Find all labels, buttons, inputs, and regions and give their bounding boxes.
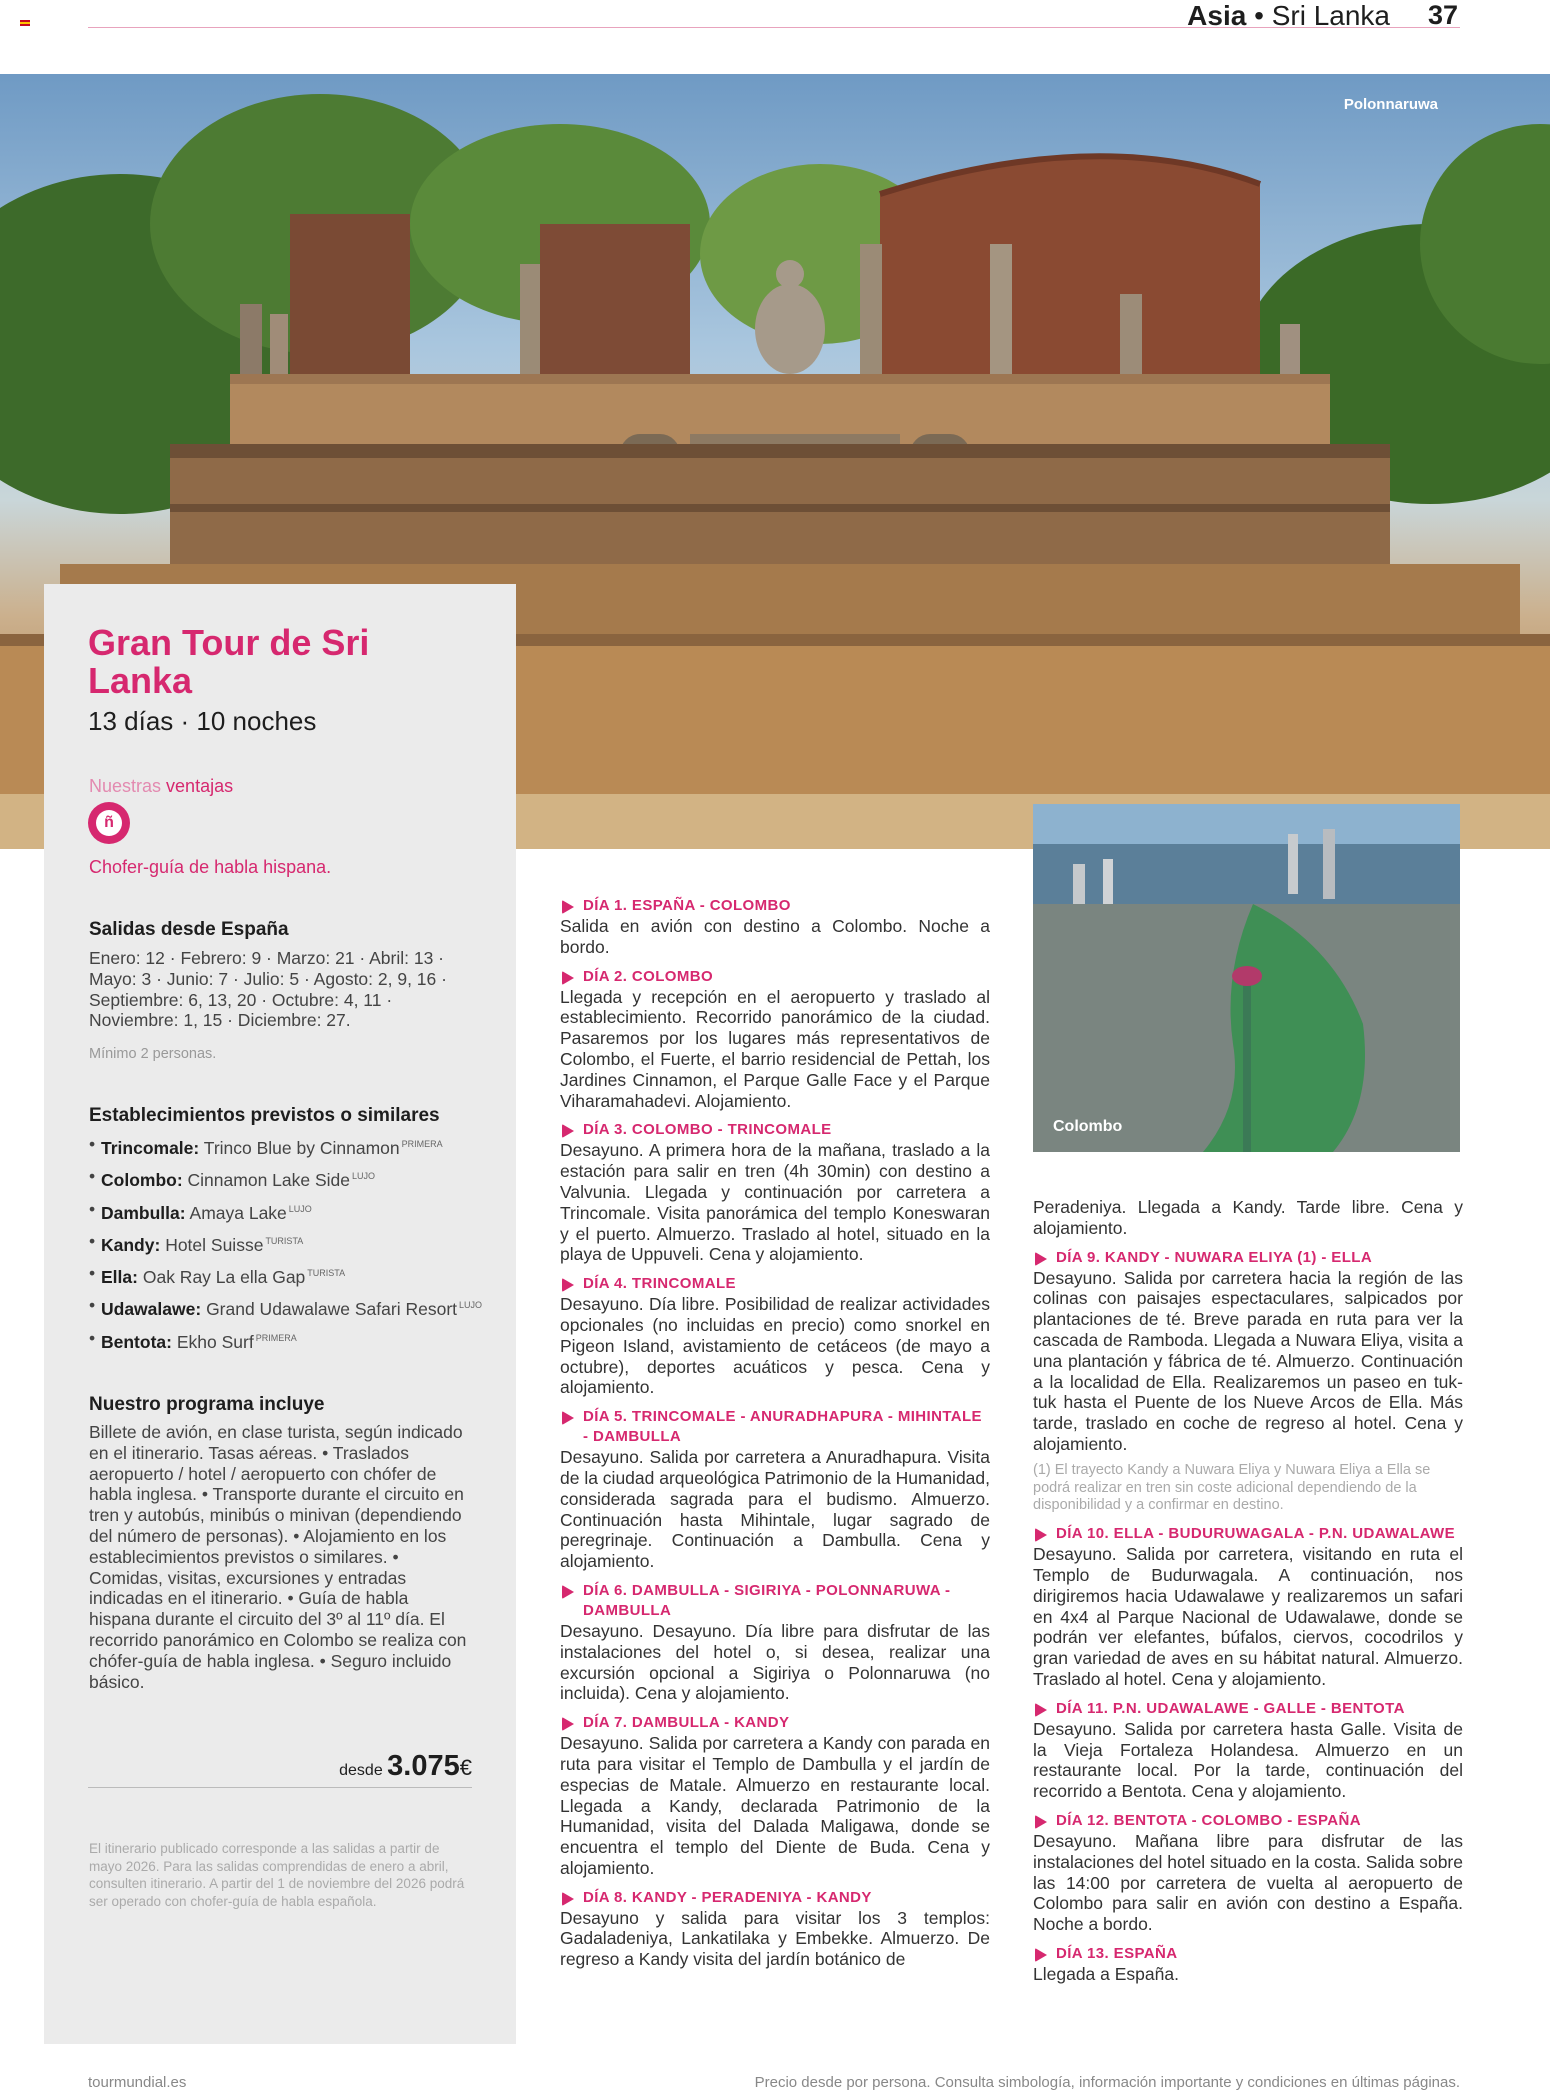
day-text: Llegada a España. [1033, 1963, 1179, 1984]
hotel-name: Ekho Surf [176, 1331, 254, 1352]
day-title: DÍA 12. BENTOTA - COLOMBO - ESPAÑA [1033, 1811, 1463, 1831]
departures-heading: Salidas desde España [89, 919, 289, 940]
day-text: Desayuno. Desayuno. Día libre para disfrutar de las instalaciones del hotel o, si desea, realizar una excursión opcional a Sigiriya o Polonnaruwa (no incluida). Cena y alojamiento. [560, 1620, 990, 1704]
itinerary-day [1033, 1944, 1463, 1985]
day-footnote: (1) El trayecto Kandy a Nuwara Eliya y Nuwara Eliya a Ella se podrá realizar en tren sin coste adicional dependiendo de la disponibilidad y a confirmar en destino. [1033, 1461, 1431, 1514]
hotels-heading: Establecimientos previstos o similares [89, 1105, 440, 1126]
flag-icon [20, 20, 30, 26]
hotel-category: TURISTA [265, 1235, 304, 1246]
day-text-continued: Peradeniya. Llegada a Kandy. Tarde libre. Cena y alojamiento. [1033, 1197, 1463, 1238]
hotel-name: Trinco Blue by Cinnamon [203, 1138, 400, 1158]
price-from-label: desde [339, 1762, 383, 1779]
minimum-persons: Mínimo 2 personas. [89, 1046, 217, 1062]
hotel-name: Hotel Suisse [165, 1234, 264, 1255]
day-text: Desayuno. Mañana libre para disfrutar de las instalaciones del hotel situado en la costa. Salida sobre las 14:00 por carretera de vuelta al aeropuerto de Colombo para salir en avión con destino a España. Noche a bordo. [1033, 1830, 1463, 1935]
hotel-item [89, 1199, 489, 1224]
itinerary-day [560, 1713, 990, 1879]
hotel-name: Grand Udawalawe Safari Resort [206, 1299, 458, 1320]
day-text: Desayuno. Salida por carretera a Anuradhapura. Visita de la ciudad arqueológica Patrimonio de la Humanidad, considerada sagrada para el budismo. Almuerzo. Continuación hasta Mihintale, lugar sagrado de peregrinaje. Continuación a Dambulla. Cena y alojamiento. [560, 1447, 990, 1572]
header-section-title: Asia • Sri Lanka [1187, 0, 1390, 31]
day-title: DÍA 5. TRINCOMALE - ANURADHAPURA - MIHINTALE - DAMBULLA [560, 1407, 990, 1447]
includes-heading: Nuestro programa incluye [89, 1394, 325, 1415]
itinerary-note: El itinerario publicado corresponde a las salidas a partir de mayo 2026. Para las salidas comprendidas de enero a abril, consulten itinerario. A partir del 1 de noviembre del 2026 podrá ser operado con chofer-guía de habla española. [89, 1841, 465, 1909]
itinerary-day [560, 1120, 990, 1265]
day-text: Desayuno. Salida por carretera, visitando en ruta el Templo de Budurwagala. A continuación, nos dirigiremos hacia Udawalawe y realizaremos un safari en 4x4 al Parque Nacional de Udawalawe, donde se podrán ver elefantes, búfalos, ciervos, cocodrilos y gran variedad de aves en su hábitat natural. Almuerzo. Traslado al hotel. Cena y alojamiento. [1033, 1544, 1463, 1689]
price [339, 1750, 472, 1783]
hotel-city: Colombo: [101, 1170, 183, 1191]
header-region: Asia [1187, 0, 1247, 31]
itinerary-day [560, 896, 990, 958]
advantages-prefix: Nuestras [89, 776, 162, 796]
hotel-item [89, 1295, 489, 1320]
itinerary-day [560, 1407, 990, 1572]
itinerary-column-1 [560, 896, 990, 1979]
advantages-heading [89, 776, 233, 797]
day-text: Desayuno y salida para visitar los 3 templos: Gadaladeniya, Lankatilaka y Embekke. Almuerzo. De regreso a Kandy visita del jardín botánico de [560, 1907, 990, 1970]
day-title: DÍA 1. ESPAÑA - COLOMBO [560, 896, 990, 916]
hotel-category: PRIMERA [401, 1139, 443, 1149]
hotel-name: Amaya Lake [189, 1202, 287, 1223]
hotel-city: Bentota: [101, 1331, 172, 1352]
itinerary-day [1033, 1248, 1463, 1455]
hotel-item [89, 1263, 489, 1288]
day-title: DÍA 13. ESPAÑA [1033, 1944, 1463, 1964]
header-country: Sri Lanka [1271, 0, 1390, 31]
day-text: Desayuno. Salida por carretera hacia la región de las colinas con paisajes espectaculares, salpicados por plantaciones de té. Breve parada en ruta para ver la cascada de Ramboda. Llegada a Nuwara Eliya, visita a una plantación y fábrica de té. Almuerzo. Continuación a la localidad de Ella. Realizaremos un paseo en tuk-tuk hasta el Puente de los Nueve Arcos de Ella. Más tarde, traslado en coche de regreso al hotel. Cena y alojamiento. [1033, 1267, 1463, 1454]
itinerary-day [560, 967, 990, 1112]
hotel-item [89, 1231, 489, 1256]
itinerary-day [560, 1274, 990, 1398]
itinerary-column-2 [1033, 1197, 1463, 1994]
hotel-category: LUJO [352, 1171, 376, 1182]
hotel-category: TURISTA [307, 1268, 346, 1279]
includes-text: Billete de avión, en clase turista, según indicado en el itinerario. Tasas aéreas. • Traslados aeropuerto / hotel / aeropuerto con chófer de habla inglesa. • Transporte durante el circuito en tren y autobús, minibús o minivan (dependiendo del número de personas). • Alojamiento en los establecimientos previstos o similares. • Comidas, visitas, excursiones y entradas indicadas en el itinerario. • Guía de habla hispana durante el circuito del 3º al 11º día. El recorrido panorámico en Colombo se realiza con chófer-guía de habla inglesa. • Seguro incluido básico. [89, 1422, 467, 1692]
page-number: 37 [1428, 0, 1459, 30]
day-text: Desayuno. Día libre. Posibilidad de realizar actividades opcionales (no incluidas en precio) como snorkel en Pigeon Island, avistamiento de cetáceos (de mayo a octubre), deportes acuáticos y pesca. Cena y alojamiento. [560, 1294, 990, 1398]
day-text: Llegada y recepción en el aeropuerto y traslado al establecimiento. Recorrido panorámico de la ciudad. Pasaremos por los lugares más representativos de Colombo, el Fuerte, el barrio residencial de Pettah, los Jardines Cinnamon, el Parque Galle Face y el Parque Viharamahadevi. Alojamiento. [560, 986, 990, 1111]
hotel-city: Dambulla: [101, 1202, 186, 1223]
hotel-item [89, 1134, 489, 1159]
hotel-category: LUJO [459, 1300, 483, 1311]
hotel-category: LUJO [288, 1203, 312, 1214]
itinerary-day [1033, 1699, 1463, 1802]
advantages-word: ventajas [166, 776, 234, 796]
hotel-city: Udawalawe: [101, 1299, 202, 1320]
day-text: Desayuno. Salida por carretera a Kandy con parada en ruta para visitar el Templo de Dambulla y el jardín de especias de Matale. Almuerzo en restaurante local. Llegada a Kandy, declarada Patrimonio de la Humanidad, visita del Dalada Maligawa, donde se encuentra el templo del Diente de Buda. Cena y alojamiento. [560, 1733, 990, 1878]
hotel-city: Ella: [101, 1267, 138, 1288]
day-title: DÍA 8. KANDY - PERADENIYA - KANDY [560, 1888, 990, 1908]
tour-duration: 13 días · 10 noches [88, 706, 317, 736]
hotel-item [89, 1328, 489, 1353]
spanish-guide-glyph: ñ [96, 810, 122, 836]
hotels-list [89, 1134, 489, 1360]
hotel-name: Oak Ray La ella Gap [142, 1267, 306, 1288]
day-title: DÍA 2. COLOMBO [560, 967, 990, 987]
itinerary-day [560, 1888, 990, 1970]
day-title: DÍA 9. KANDY - NUWARA ELIYA (1) - ELLA [1033, 1248, 1463, 1268]
hero-caption: Polonnaruwa [1343, 96, 1438, 113]
colombo-illustration [1033, 804, 1460, 1152]
spanish-guide-icon [88, 802, 130, 844]
day-text: Desayuno. Salida por carretera hasta Galle. Visita de la Vieja Fortaleza Holandesa. Almuerzo en un restaurante local. Por la tarde, continuación del recorrido a Bentota. Cena y alojamiento. [1033, 1718, 1463, 1802]
hotel-item [89, 1166, 489, 1191]
price-divider [88, 1787, 472, 1788]
day-text: Salida en avión con destino a Colombo. Noche a bordo. [560, 916, 990, 957]
itinerary-day [560, 1581, 990, 1704]
colombo-caption: Colombo [1053, 1118, 1123, 1135]
hotel-name: Cinnamon Lake Side [187, 1170, 350, 1191]
price-amount: 3.075 [387, 1750, 460, 1782]
day-title: DÍA 6. DAMBULLA - SIGIRIYA - POLONNARUWA - DAMBULLA [560, 1581, 990, 1621]
colombo-photo [1033, 804, 1460, 1152]
itinerary-day [1033, 1524, 1463, 1690]
footer-website[interactable]: tourmundial.es [88, 2074, 187, 2091]
hotel-category: PRIMERA [255, 1332, 297, 1343]
departures-dates: Enero: 12 · Febrero: 9 · Marzo: 21 · Abril: 13 · Mayo: 3 · Junio: 7 · Julio: 5 · Agosto: 2, 9, 16 · Septiembre: 6, 13, 20 · Octubre: 4, 11 · Noviembre: 1, 15 · Diciembre: 27. [89, 948, 447, 1031]
hotel-city: Kandy: [101, 1234, 161, 1255]
footer-disclaimer: Precio desde por persona. Consulta simbología, información importante y condiciones en últimas páginas. [754, 2074, 1460, 2091]
day-title: DÍA 11. P.N. UDAWALAWE - GALLE - BENTOTA [1033, 1699, 1463, 1719]
tour-title: Gran Tour de Sri Lanka [88, 622, 370, 701]
price-currency: € [459, 1755, 472, 1780]
hotel-city: Trincomale: [101, 1138, 200, 1158]
day-title: DÍA 7. DAMBULLA - KANDY [560, 1713, 990, 1733]
day-title: DÍA 10. ELLA - BUDURUWAGALA - P.N. UDAWALAWE [1033, 1524, 1463, 1544]
day-title: DÍA 4. TRINCOMALE [560, 1274, 990, 1294]
day-title: DÍA 3. COLOMBO - TRINCOMALE [560, 1120, 990, 1140]
itinerary-day [1033, 1811, 1463, 1935]
day-text: Desayuno. A primera hora de la mañana, traslado a la estación para salir en tren (4h 30min) con destino a Valvunia. Llegada y continuación por carretera a Trincomale. Visita panorámica del templo Koneswaran y el puerto. Almuerzo. Traslado al hotel, situado en la playa de Uppuveli. Cena y alojamiento. [560, 1140, 990, 1265]
advantage-text: Chofer-guía de habla hispana. [89, 857, 332, 877]
